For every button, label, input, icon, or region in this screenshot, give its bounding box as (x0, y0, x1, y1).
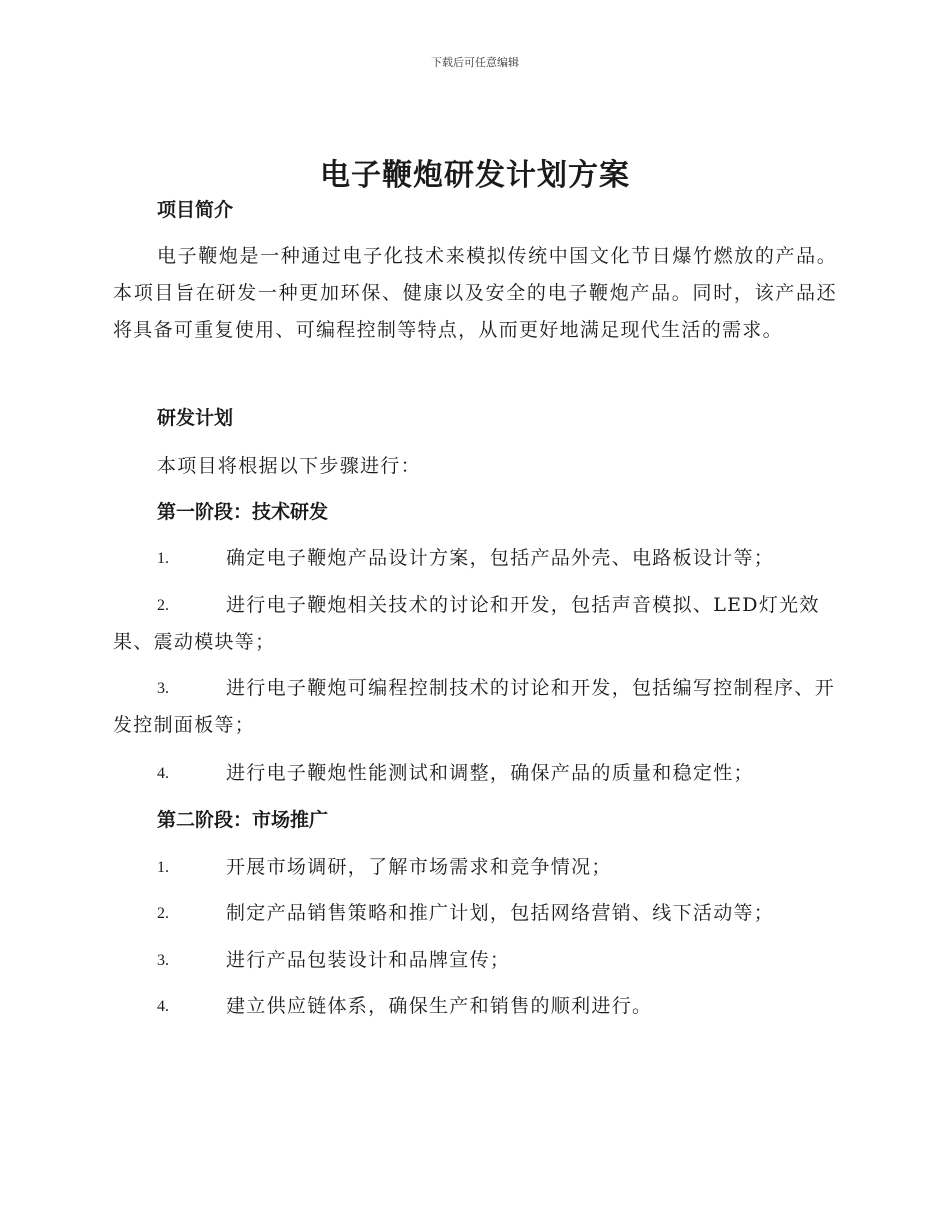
list-item-text: 确定电子鞭炮产品设计方案，包括产品外壳、电路板设计等； (226, 547, 775, 569)
intro-paragraph: 电子鞭炮是一种通过电子化技术来模拟传统中国文化节日爆竹燃放的产品。本项目旨在研发一种更加环保、健康以及安全的电子鞭炮产品。同时，该产品还将具备可重复使用、可编程控制等特点，从而更好地满足现代生活的需求。 (113, 245, 837, 341)
list-item-number: 2. (157, 597, 169, 614)
list-item-text: 建立供应链体系，确保生产和销售的顺利进行。 (226, 995, 653, 1017)
section-heading-intro: 项目简介 (157, 199, 234, 221)
list-item (113, 670, 837, 744)
list-item (113, 540, 837, 577)
list-item (113, 849, 837, 886)
stage2-heading: 第二阶段：市场推广 (157, 809, 329, 831)
list-item-text: 制定产品销售策略和推广计划，包括网络营销、线下活动等； (226, 902, 775, 924)
list-item (113, 942, 837, 979)
list-item-text: 开展市场调研，了解市场需求和竞争情况； (226, 856, 612, 878)
list-item-number: 4. (157, 998, 169, 1015)
list-item (113, 895, 837, 932)
list-item-number: 3. (157, 952, 169, 969)
list-item-text: 进行电子鞭炮相关技术的讨论和开发，包括声音模拟、LED灯光效果、震动模块等； (113, 594, 820, 653)
list-item-text: 进行电子鞭炮性能测试和调整，确保产品的质量和稳定性； (226, 762, 754, 784)
list-item-number: 3. (157, 680, 169, 697)
plan-intro-text: 本项目将根据以下步骤进行： (157, 455, 421, 477)
document-title: 电子鞭炮研发计划方案 (320, 158, 630, 193)
list-item (113, 755, 837, 792)
list-item-number: 4. (157, 765, 169, 782)
list-item (113, 988, 837, 1025)
list-item (113, 587, 837, 661)
list-item-number: 1. (157, 859, 169, 876)
list-item-text: 进行电子鞭炮可编程控制技术的讨论和开发，包括编写控制程序、开发控制面板等； (113, 677, 836, 736)
section-heading-plan: 研发计划 (157, 407, 234, 429)
list-item-text: 进行产品包装设计和品牌宣传； (226, 949, 511, 971)
stage1-heading: 第一阶段：技术研发 (157, 501, 329, 523)
header-note: 下载后可任意编辑 (431, 56, 519, 69)
list-item-number: 1. (157, 550, 169, 567)
list-item-number: 2. (157, 905, 169, 922)
